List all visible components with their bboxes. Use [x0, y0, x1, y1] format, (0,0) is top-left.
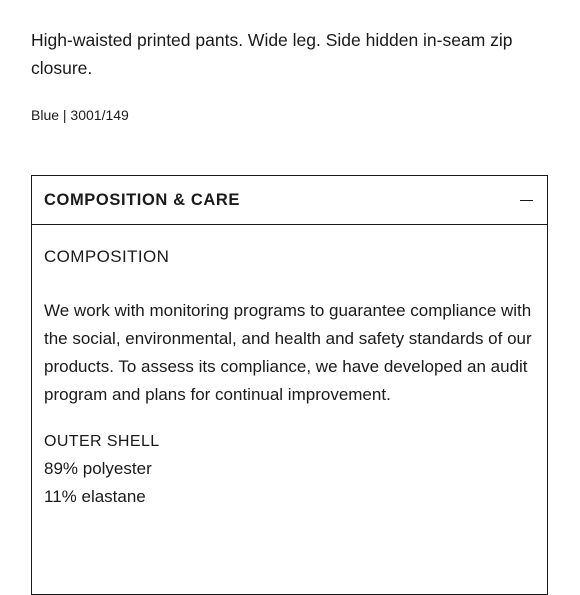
minus-icon[interactable]: [520, 200, 533, 201]
composition-care-accordion: [31, 175, 548, 595]
material-line: 89% polyester: [44, 459, 152, 478]
composition-care-body: [32, 225, 547, 511]
product-description: High-waisted printed pants. Wide leg. Side hidden in-seam zip closure.: [31, 30, 513, 78]
composition-care-title: COMPOSITION & CARE: [44, 190, 240, 209]
material-line: 11% elastane: [44, 487, 146, 506]
compliance-policy-text: We work with monitoring programs to guarantee compliance with the social, environmental, and health and safety standards of our products. To assess its compliance, we have developed an audit program and plans for continual improvement.: [44, 301, 532, 404]
composition-heading: COMPOSITION: [44, 247, 170, 266]
composition-care-header[interactable]: [32, 176, 547, 225]
outer-shell-heading: OUTER SHELL: [44, 433, 160, 450]
product-color-reference: Blue | 3001/149: [31, 107, 129, 123]
